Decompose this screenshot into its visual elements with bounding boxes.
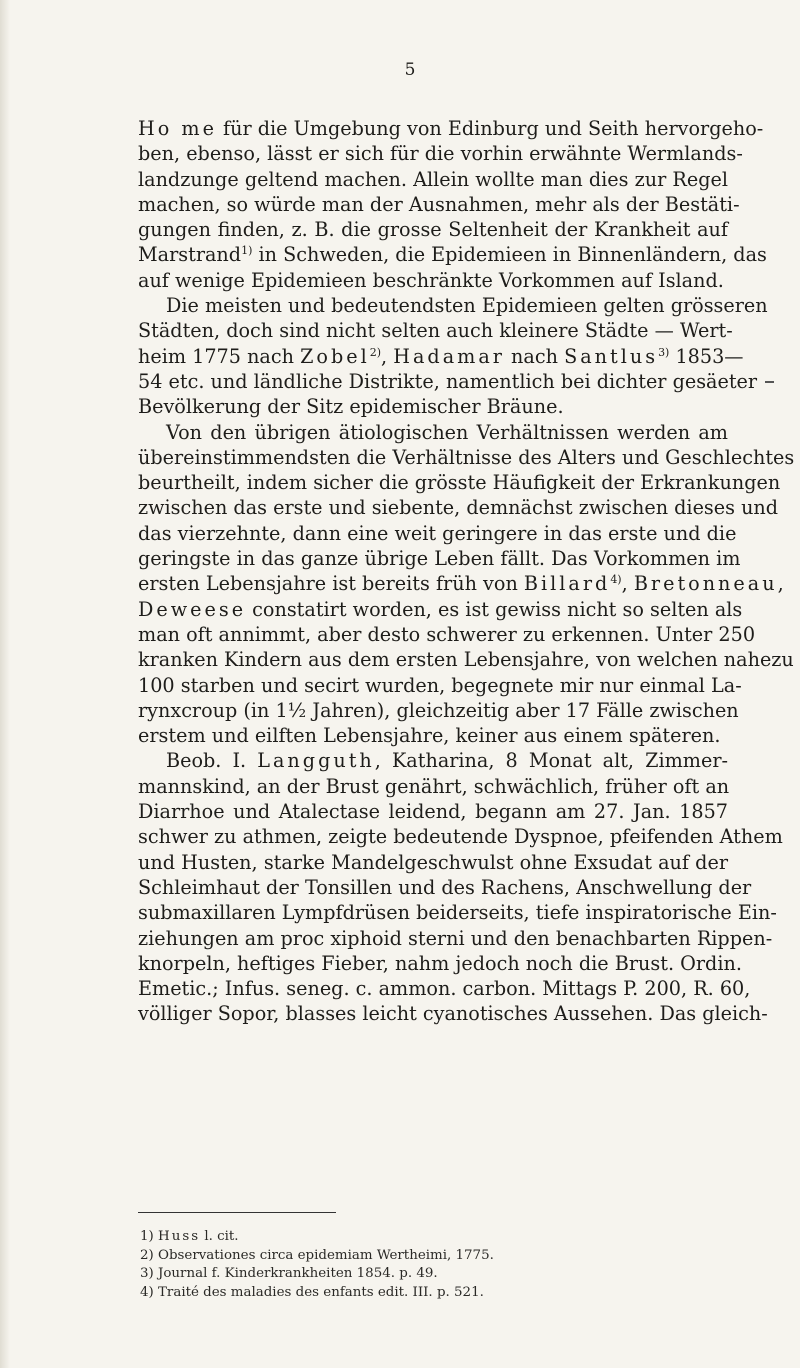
text-line: Von den übrigen ätiologischen Verhältnissen werden am [166,420,728,444]
text-line: Die meisten und bedeutendsten Epidemieen gelten grösseren [166,294,768,318]
text-line: 100 starben und secirt wurden, begegnete mir nur einmal La- [138,673,742,697]
text-line: und Husten, starke Mandelgeschwulst ohne Exsudat auf der [138,850,728,874]
text-line: machen, so würde man der Ausnahmen, mehr als der Bestäti- [138,192,740,216]
footnote-ref: 1) [241,244,253,258]
text-line: Marstrand$^{1)}$ in Schweden, die Epidemieen in Binnenländern, das [138,243,767,267]
footnotes [140,1228,720,1302]
text-line: Schleimhaut der Tonsillen und des Rachens, Anschwellung der [138,875,752,899]
text-line: 54 etc. und ländliche Distrikte, namentlich bei dichter gesäeter [138,369,758,393]
text-line: man oft annimmt, aber desto schwerer zu erkennen. Unter 250 [138,622,756,646]
text-line: submaxillaren Lympfdrüsen beiderseits, tiefe inspiratorische Ein- [138,901,777,925]
page-edge-shadow [0,0,10,1368]
footnote-ref: 3) [658,345,670,359]
text-line: Emetic.; Infus. seneg. c. ammon. carbon. Mittags P. 200, R. 60, [138,977,751,1001]
footnote: 3) Journal f. Kinderkrankheiten 1854. p. 49. [140,1266,438,1282]
text-line: mannskind, an der Brust genährt, schwächlich, früher oft an [138,774,730,798]
page-number: 5 [404,60,416,80]
main-text [138,116,795,1027]
text-line: Deweese constatirt worden, es ist gewiss nicht so selten als [138,597,743,621]
margin-mark [765,381,774,383]
text-line: das vierzehnte, dann eine weit geringere in das erste und die [138,521,737,545]
text-line: Beob. I. Langguth, Katharina, 8 Monat alt, Zimmer- [166,749,728,773]
text-line: Diarrhoe und Atalectase leidend, begann am 27. Jan. 1857 [138,800,728,824]
text-line: heim 1775 nach Zobel$^{2)}$, Hadamar nach Santlus$^{3)}$ 1853— [138,344,744,368]
footnote-separator [138,1212,336,1213]
footnote: 2) Observationes circa epidemiam Wertheimi, 1775. [140,1247,494,1263]
text-line: ben, ebenso, lässt er sich für die vorhin erwähnte Wermlands- [138,142,743,166]
footnote-ref: 2) [369,345,382,359]
text-line: landzunge geltend machen. Allein wollte man dies zur Regel [138,167,728,191]
text-line: Städten, doch sind nicht selten auch kleinere Städte — Wert- [138,319,733,343]
footnote: 1) Huss l. cit. [140,1229,239,1244]
footnote: 4) Traité des maladies des enfants edit. III. p. 521. [140,1284,484,1300]
text-line: knorpeln, heftiges Fieber, nahm jedoch noch die Brust. Ordin. [138,951,742,975]
text-line: gungen finden, z. B. die grosse Seltenheit der Krankheit auf [138,218,728,242]
footnote-ref: 4) [610,573,622,587]
text-line: geringste in das ganze übrige Leben fällt. Das Vorkommen im [138,547,741,571]
text-line: auf wenige Epidemieen beschränkte Vorkommen auf Island. [138,268,724,292]
text-line: ersten Lebensjahre ist bereits früh von Billard$^{4)}$, Bretonneau, [138,572,784,596]
text-line: kranken Kindern aus dem ersten Lebensjahre, von welchen nahezu [138,648,794,672]
text-line: Bevölkerung der Sitz epidemischer Bräune. [138,395,564,419]
text-line: erstem und eilften Lebensjahre, keiner aus einem späteren. [138,724,721,748]
text-line: rynxcroup (in 1½ Jahren), gleichzeitig aber 17 Fälle zwischen [138,698,739,722]
text-line: beurtheilt, indem sicher die grösste Häufigkeit der Erkrankungen [138,471,781,495]
text-line: Ho me für die Umgebung von Edinburg und Seith hervorgeho- [138,117,764,140]
text-line: schwer zu athmen, zeigte bedeutende Dyspnoe, pfeifenden Athem [138,825,783,849]
text-line: zwischen das erste und siebente, demnächst zwischen dieses und [138,496,779,520]
text-line: übereinstimmendsten die Verhältnisse des Alters und Geschlechtes [138,445,795,469]
text-line: völliger Sopor, blasses leicht cyanotisches Aussehen. Das gleich- [138,1002,768,1026]
text-line: ziehungen am proc xiphoid sterni und den benachbarten Rippen- [138,926,773,950]
